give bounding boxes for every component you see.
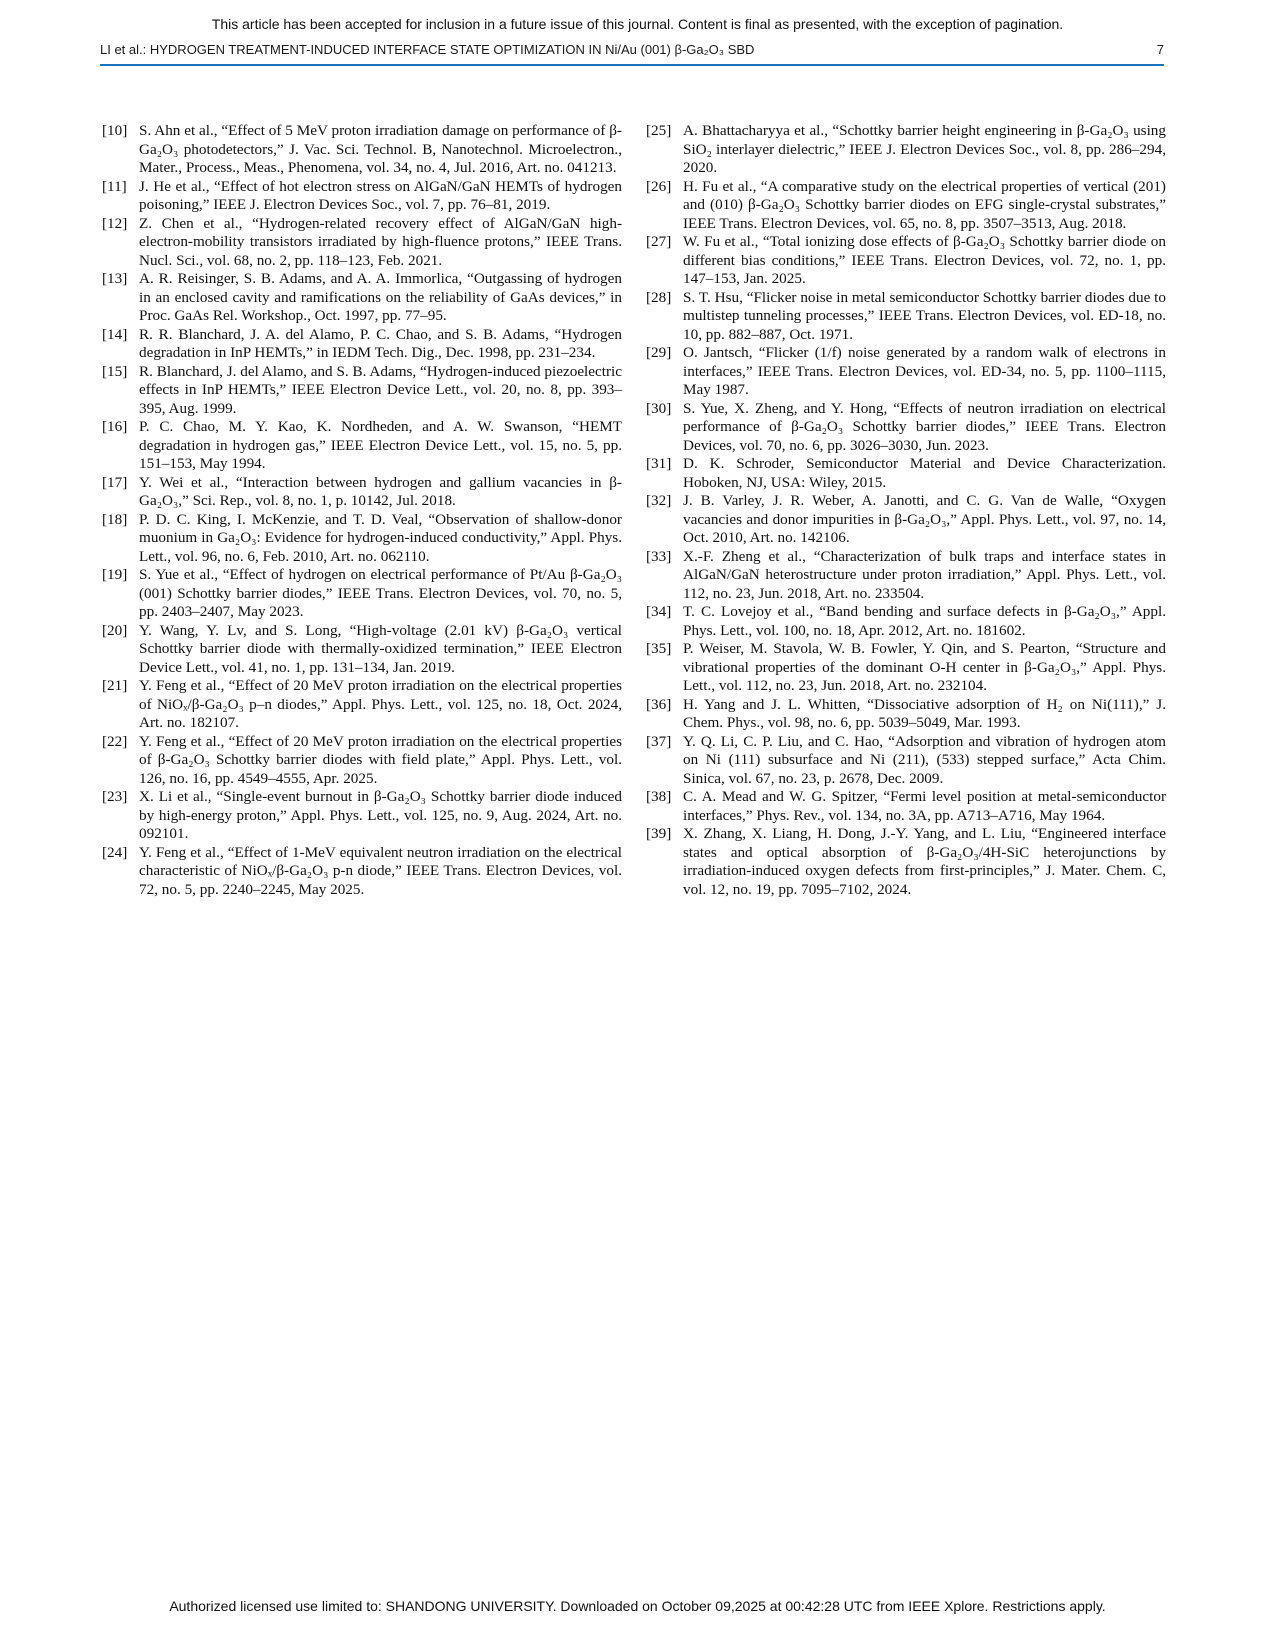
- reference-text: D. K. Schroder, Semiconductor Material and Device Characterization. Hoboken, NJ, USA: Wiley, 2015.: [683, 455, 1166, 491]
- reference-text: H. Yang and J. L. Whitten, “Dissociative adsorption of H₂ on Ni(111),” J. Chem. Phys., vol. 98, no. 6, pp. 5039–5049, Mar. 1993.: [683, 695, 1166, 731]
- reference-item: [102, 566, 622, 622]
- references-right-column: [646, 122, 1166, 899]
- license-footer: Authorized licensed use limited to: SHANDONG UNIVERSITY. Downloaded on October 09,2025 at 00:42:28 UTC from IEEE Xplore. Restrictions apply.: [169, 1598, 1106, 1614]
- reference-text: H. Fu et al., “A comparative study on the electrical properties of vertical (201) and (010) β-Ga₂O₃ Schottky barrier diodes on EFG single-crystal substrates,” IEEE Trans. Electron Devices, vol. 65, no. 8, pp. 3507–3513, Aug. 2018.: [683, 177, 1166, 232]
- reference-number: [10]: [102, 122, 128, 139]
- reference-number: [18]: [102, 510, 128, 528]
- reference-number: [26]: [646, 177, 672, 195]
- reference-number: [16]: [102, 418, 128, 435]
- reference-number: [37]: [646, 732, 672, 750]
- reference-text: S. Yue, X. Zheng, and Y. Hong, “Effects of neutron irradiation on electrical performance of β-Ga₂O₃ Schottky barrier diodes,” IEEE Trans. Electron Devices, vol. 70, no. 6, pp. 3026–3030, Jun. 2023.: [683, 399, 1166, 454]
- reference-text: Y. Wang, Y. Lv, and S. Long, “High-voltage (2.01 kV) β-Ga₂O₃ vertical Schottky barrier diode with thermally-oxidized termination,” IEEE Electron Device Lett., vol. 41, no. 1, pp. 131–134, Jan. 2019.: [139, 621, 622, 676]
- reference-text: Y. Feng et al., “Effect of 20 MeV proton irradiation on the electrical properties of β-Ga₂O₃ Schottky barrier diodes with field plate,” Appl. Phys. Lett., vol. 126, no. 16, pp. 4549–4555, Apr. 2025.: [139, 732, 622, 787]
- references-left-column: [102, 122, 622, 899]
- reference-number: [32]: [646, 492, 672, 509]
- running-title: LI et al.: HYDROGEN TREATMENT-INDUCED INTERFACE STATE OPTIMIZATION IN Ni/Au (001) β-Ga₂O₃ SBD: [100, 42, 755, 57]
- reference-text: P. Weiser, M. Stavola, W. B. Fowler, Y. Qin, and S. Pearton, “Structure and vibrational properties of the dominant O-H center in β-Ga₂O₃,” Appl. Phys. Lett., vol. 112, no. 23, Jun. 2018, Art. no. 232104.: [683, 640, 1166, 694]
- reference-item: [102, 418, 622, 474]
- reference-item: [102, 844, 622, 900]
- reference-text: S. T. Hsu, “Flicker noise in metal semiconductor Schottky barrier diodes due to multistep tunneling processes,” IEEE Trans. Electron Devices, vol. ED-18, no. 10, pp. 882–887, Oct. 1971.: [683, 288, 1166, 343]
- reference-text: O. Jantsch, “Flicker (1/f) noise generated by a random walk of electrons in interfaces,” IEEE Trans. Electron Devices, vol. ED-34, no. 5, pp. 1100–1115, May 1987.: [683, 344, 1166, 398]
- reference-number: [28]: [646, 288, 672, 306]
- reference-text: J. He et al., “Effect of hot electron stress on AlGaN/GaN HEMTs of hydrogen poisoning,” IEEE J. Electron Devices Soc., vol. 7, pp. 76–81, 2019.: [139, 177, 622, 213]
- reference-text: P. D. C. King, I. McKenzie, and T. D. Veal, “Observation of shallow-donor muonium in Ga₂O₃: Evidence for hydrogen-induced conductivity,” Appl. Phys. Lett., vol. 96, no. 6, Feb. 2010, Art. no. 062110.: [139, 510, 622, 565]
- reference-item: [646, 122, 1166, 178]
- page-number: 7: [1156, 42, 1164, 57]
- header-rule: [100, 64, 1164, 66]
- reference-item: [646, 289, 1166, 345]
- reference-number: [12]: [102, 214, 128, 232]
- reference-text: Y. Q. Li, C. P. Liu, and C. Hao, “Adsorption and vibration of hydrogen atom on Ni (111) subsurface and Ni (211), (533) stepped surface,” Acta Chim. Sinica, vol. 67, no. 23, p. 2678, Dec. 2009.: [683, 732, 1166, 787]
- acceptance-notice: This article has been accepted for inclusion in a future issue of this journal. Content is final as presented, with the exception of pagination.: [211, 16, 1064, 32]
- reference-item: [102, 622, 622, 678]
- reference-text: T. C. Lovejoy et al., “Band bending and surface defects in β-Ga₂O₃,” Appl. Phys. Lett., vol. 100, no. 18, Apr. 2012, Art. no. 181602.: [683, 603, 1166, 639]
- reference-text: P. C. Chao, M. Y. Kao, K. Nordheden, and A. W. Swanson, “HEMT degradation in hydrogen gas,” IEEE Electron Device Lett., vol. 15, no. 5, pp. 151–153, May 1994.: [139, 418, 622, 472]
- reference-number: [39]: [646, 825, 672, 842]
- reference-number: [17]: [102, 473, 128, 491]
- reference-item: [102, 122, 622, 178]
- reference-item: [102, 474, 622, 511]
- reference-text: C. A. Mead and W. G. Spitzer, “Fermi level position at metal-semiconductor interfaces,” Phys. Rev., vol. 134, no. 3A, pp. A713–A716, May 1964.: [683, 788, 1166, 824]
- reference-number: [27]: [646, 233, 672, 250]
- reference-number: [14]: [102, 325, 128, 343]
- reference-number: [36]: [646, 695, 672, 713]
- reference-item: [102, 788, 622, 844]
- reference-item: [102, 677, 622, 733]
- reference-item: [646, 733, 1166, 789]
- reference-item: [102, 733, 622, 789]
- reference-number: [35]: [646, 640, 672, 657]
- running-head: [100, 42, 1164, 62]
- reference-text: S. Ahn et al., “Effect of 5 MeV proton irradiation damage on performance of β-Ga₂O₃ photodetectors,” J. Vac. Sci. Technol. B, Nanotechnol. Microelectron., Mater., Process., Meas., Phenomena, vol. 34, no. 4, Jul. 2016, Art. no. 041213.: [139, 122, 622, 176]
- reference-item: [646, 455, 1166, 492]
- reference-number: [23]: [102, 788, 128, 805]
- reference-item: [646, 603, 1166, 640]
- reference-number: [11]: [102, 177, 127, 195]
- reference-text: R. R. Blanchard, J. A. del Alamo, P. C. Chao, and S. B. Adams, “Hydrogen degradation in InP HEMTs,” in IEDM Tech. Dig., Dec. 1998, pp. 231–234.: [139, 325, 622, 361]
- reference-number: [25]: [646, 122, 672, 139]
- reference-text: A. R. Reisinger, S. B. Adams, and A. A. Immorlica, “Outgassing of hydrogen in an enclosed cavity and ramifications on the reliability of GaAs devices,” in Proc. GaAs Rel. Workshop., Oct. 1997, pp. 77–95.: [139, 270, 622, 324]
- reference-item: [646, 640, 1166, 696]
- reference-number: [30]: [646, 399, 672, 417]
- reference-item: [646, 233, 1166, 289]
- reference-text: Y. Feng et al., “Effect of 20 MeV proton irradiation on the electrical properties of NiOₓ/β-Ga₂O₃ p–n diodes,” Appl. Phys. Lett., vol. 125, no. 18, Oct. 2024, Art. no. 182107.: [139, 677, 622, 731]
- reference-item: [646, 548, 1166, 604]
- reference-text: Y. Wei et al., “Interaction between hydrogen and gallium vacancies in β-Ga₂O₃,” Sci. Rep., vol. 8, no. 1, p. 10142, Jul. 2018.: [139, 473, 622, 509]
- reference-item: [646, 825, 1166, 899]
- reference-number: [34]: [646, 603, 672, 620]
- reference-item: [102, 178, 622, 215]
- reference-text: Y. Feng et al., “Effect of 1-MeV equivalent neutron irradiation on the electrical characteristic of NiOₓ/β-Ga₂O₃ p-n diode,” IEEE Trans. Electron Devices, vol. 72, no. 5, pp. 2240–2245, May 2025.: [139, 843, 622, 898]
- reference-item: [646, 696, 1166, 733]
- reference-item: [646, 344, 1166, 400]
- reference-item: [102, 270, 622, 326]
- reference-item: [102, 363, 622, 419]
- reference-text: S. Yue et al., “Effect of hydrogen on electrical performance of Pt/Au β-Ga₂O₃ (001) Schottky barrier diodes,” IEEE Trans. Electron Devices, vol. 70, no. 5, pp. 2403–2407, May 2023.: [139, 566, 622, 620]
- reference-number: [13]: [102, 270, 128, 287]
- reference-item: [646, 788, 1166, 825]
- reference-number: [19]: [102, 566, 128, 583]
- reference-number: [38]: [646, 788, 672, 805]
- reference-number: [31]: [646, 455, 672, 472]
- reference-text: X. Li et al., “Single-event burnout in β-Ga₂O₃ Schottky barrier diode induced by high-energy proton,” Appl. Phys. Lett., vol. 125, no. 9, Aug. 2024, Art. no. 092101.: [139, 788, 622, 842]
- reference-text: Z. Chen et al., “Hydrogen-related recovery effect of AlGaN/GaN high-electron-mobility transistors irradiated by high-fluence protons,” IEEE Trans. Nucl. Sci., vol. 68, no. 2, pp. 118–123, Feb. 2021.: [139, 214, 622, 269]
- reference-item: [646, 178, 1166, 234]
- reference-item: [102, 326, 622, 363]
- reference-item: [646, 400, 1166, 456]
- reference-text: W. Fu et al., “Total ionizing dose effects of β-Ga₂O₃ Schottky barrier diode on different bias conditions,” IEEE Trans. Electron Devices, vol. 72, no. 1, pp. 147–153, Jan. 2025.: [683, 233, 1166, 287]
- reference-item: [102, 511, 622, 567]
- reference-item: [102, 215, 622, 271]
- reference-number: [21]: [102, 677, 128, 694]
- reference-number: [20]: [102, 621, 128, 639]
- reference-text: R. Blanchard, J. del Alamo, and S. B. Adams, “Hydrogen-induced piezoelectric effects in InP HEMTs,” IEEE Electron Device Lett., vol. 20, no. 8, pp. 393–395, Aug. 1999.: [139, 362, 622, 417]
- reference-text: X. Zhang, X. Liang, H. Dong, J.-Y. Yang, and L. Liu, “Engineered interface states and optical absorption of β-Ga₂O₃/4H-SiC heterojunctions by irradiation-induced oxygen defects from first-principles,” J. Mater. Chem. C, vol. 12, no. 19, pp. 7095–7102, 2024.: [683, 825, 1166, 898]
- reference-text: J. B. Varley, J. R. Weber, A. Janotti, and C. G. Van de Walle, “Oxygen vacancies and donor impurities in β-Ga₂O₃,” Appl. Phys. Lett., vol. 97, no. 14, Oct. 2010, Art. no. 142106.: [683, 492, 1166, 546]
- reference-text: A. Bhattacharyya et al., “Schottky barrier height engineering in β-Ga₂O₃ using SiO₂ interlayer dielectric,” IEEE J. Electron Devices Soc., vol. 8, pp. 286–294, 2020.: [683, 122, 1166, 176]
- reference-item: [646, 492, 1166, 548]
- reference-number: [22]: [102, 732, 128, 750]
- reference-text: X.-F. Zheng et al., “Characterization of bulk traps and interface states in AlGaN/GaN heterostructure under proton irradiation,” Appl. Phys. Lett., vol. 112, no. 23, Jun. 2018, Art. no. 233504.: [683, 547, 1166, 602]
- reference-number: [15]: [102, 362, 128, 380]
- reference-number: [29]: [646, 344, 672, 361]
- reference-number: [24]: [102, 843, 128, 861]
- reference-number: [33]: [646, 547, 672, 565]
